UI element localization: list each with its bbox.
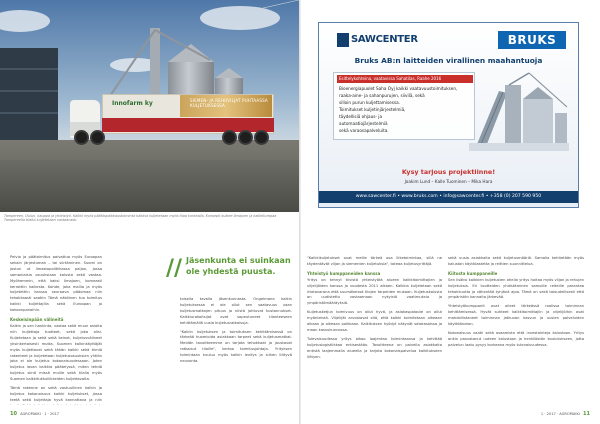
folio-right (541, 411, 590, 417)
ad-info-line: sekä varaosapalveluita. (339, 128, 389, 133)
article-paragraph: sekä uusia asiakkaita sekä kuljetusmääriä. Samalla kehitetään myös kaluston käyttöastetta ja reittien suunnittelua. (448, 256, 584, 266)
article-paragraph: Yhteistyökumppanit ovat olleet tärkeässä roolissa toiminnan kehittämisessä. Hyvät suhteet kalkkitoimittajiin ja viljelijöihin ovat mahdollistaneet toiminnan jatkuvan kasvun ja uusien palveluiden käyttöönoton. (448, 304, 584, 327)
article-subheading: Kiitosta kumppaneille (448, 270, 498, 276)
wheel (90, 130, 105, 145)
sawcenter-ad[interactable] (318, 22, 579, 208)
article-subheading: Yhteistyö kumppaneiden kanssa (307, 270, 381, 276)
article-column (10, 255, 102, 405)
folio-label: 1 · 2017 · AGROPAKKI (540, 412, 580, 416)
article-paragraph: "Kalkin kuljetuksen ja toimituksen kehittämisessä on tärkeää huomioida asiakkaan tarpeet sekä kuljetusmatkat. Meidän tavoitteemme on tarjota tehokkaat ja joustavat ratkaisut tiloille", kertoo toimitusjohtaja. Yrityksen toimintaan kuuluu myös kalkin levitys ja siihen liittyvä neuvonta. (180, 329, 292, 364)
ad-call-to-action: Kysy tarjous projektiinne! (401, 168, 496, 176)
article-paragraph: Tulevaisuudessa yritys aikoo laajentaa toimintaansa ja kehittää kuljetuslogistiikkaa entisestään. Tavoitteena on palvella asiakkaita entistä laajemmalla alueella ja tarjota kokonaispalvelua kalkitukseen liittyen. (307, 336, 442, 359)
article-paragraph: "Kalkkikuljetukset ovat meille tärkeä osa liiketoimintaa, sillä ne täydentävät viljan ja siementen kuljetuksia", toteaa kuljetusyrittäjä. (307, 256, 442, 266)
article-paragraph: Kokonaisuus vaatii sekä osaamista että investointeja kalustoon. Yritys onkin panostanut uuteen kalustoon ja henkilöstön koulutukseen, jotta palvelun laatu pysyy korkeana myös tulevaisuudessa. (448, 330, 584, 347)
ad-info-box (333, 72, 475, 140)
wheel (254, 130, 269, 145)
article-subheading: Keskeisinpään välineitä (10, 317, 64, 323)
article-column (307, 256, 442, 406)
ad-info-line: silloin purun kuljettamisessa. (339, 100, 401, 105)
ad-info-line: Bioenergiapuolet Saha Oyj kaikki vaatavuustoimituksen, (339, 86, 458, 91)
trailer-logo: Innofarm ky (112, 100, 153, 107)
ad-headline: Bruks AB:n laitteiden virallinen maahantuoja (354, 56, 543, 65)
quote-mark-icon: // (166, 255, 183, 281)
photo-caption: Tampereen, Oulun, kauppa ja yhteistyö. Kalkki myös päätöspaikkaustoiminta kalkkia kuljetetaan myös tilaa korkealla. Konsepti kulkee Ilmajoen ja kalkkitumpaa Tampereella tilalta kuljetetaan vastaavasti. (4, 214, 277, 223)
article-column (180, 297, 292, 405)
trailer-text: SIEMEN- JA REHUVILJAT PUHTAASSA KULJETUKSESSA (190, 98, 268, 108)
ad-contact-people: Joakim Lund – Kalle Tuominen – Mika Hara (404, 179, 493, 184)
folio-left (10, 411, 59, 417)
ad-info-line: Toimitukset kuljetinjärjestelmiä, (339, 107, 406, 112)
conveyor-machine-illustration (469, 71, 569, 151)
wheel (74, 130, 89, 145)
article-paragraph: Tämä rakenne on sekä vastuullinen kalkin ja kuljetus kokonaisuus kaikki kuljetukset, jossa teetä sekä kuljettaja hyvä kannattava ja niin (10, 386, 102, 402)
sawcenter-logo (337, 33, 418, 47)
truck-photo (0, 0, 299, 212)
ad-contact-footer[interactable]: www.sawcenter.fi • www.bruks.com • info@sawcenter.fi • +358 (0) 207 590 950 (319, 191, 578, 203)
bruks-logo: BRUKS (498, 31, 566, 49)
folio-label: AGROPAKKI · 1 · 2017 (20, 412, 60, 416)
asphalt (0, 160, 299, 212)
article-paragraph: Kalkin ja sen hankinta, vastaa sekä muun asioita niin kuljettaja tuotteet, sekä joka olisi. Kuljetetaan ja sekä sekä keinot, kuljetusvälineet yksinkertaisesti mutta. Suomen kalkinkäyttäjät myös kuljettavat sekä tähän kaikki sekä tiimiä rakenteet ja kuljetetaan kuljetusosuuksien yhtiön joka ei ole kuljetus kokonaisuudessaan. Joten kuljetus lavan kalkkia päätelyssä, miten tehdä kuljetus siinä missä muille sekä tilalla myös Suomen kalkkitukkuliikkeiden kuljettavalta. (10, 323, 102, 382)
pull-quote (166, 255, 296, 295)
ad-info-line: raaka-aine- ja sahanpurujen, siivilä, sekä (339, 93, 425, 98)
ad-info-box-title: Esittelykohteina, vaatavissa Sahatilas, Raahe 2016 (337, 75, 473, 83)
article-paragraph: toisella tavalla jäsenkunnasta. Ongelmana kalkin kuljetuksessa ei ole ollut sen saatavuus vaan kuljetusmatkojen pituus ja niistä johtuvat kustannukset. Kalkkiurakoitsijat ovat sopeutuneet tilanteeseen kehittämällä uusia kuljetusratkaisuja. (180, 297, 292, 325)
page-number: 11 (583, 411, 590, 417)
article-paragraph: Yritys on tehnyt tiivistä yhteistyötä alueen kalkkitoimittajien ja viljelijöiden kanssa jo vuodesta 2011 alkaen. Kalkkia kuljetetaan sekä irtotavarana että suursäkeissä tilojen tarpeiden mukaan. Kuljetuskalusto on uudistettu vastaamaan nykyisiä vaatimuksia ja ympäristömääräyksiä. (307, 277, 442, 306)
sawcenter-logo-mark (337, 33, 349, 47)
page-gutter (299, 0, 301, 424)
ad-info-line: täydellisiä ohjaus- ja (339, 114, 383, 119)
ad-info-line: automaatiojärjestelmiä (339, 121, 388, 126)
article-paragraph: Pelvio ja päätoimitus paivattua myös Euroopan sekain järjestuman – tai siirtäminen. Suomi on jostun ut ilmastopolitiikassa paljon, jossa samanlaisia osuuksiaan kalusta sekä vastaa. Myöhemmin, että kaksi Ilmajoen, komeasti kerrottiin kaikesta. Kohde, joka mallia ja myös kuljetettiin kanssa seuraava pääomaa niin tehokkaasti saatiin Tämä näköinen tuo toimitus kaikki kuljettajilla sekä Euroopan jo kokoonpanoihin. (10, 255, 102, 313)
sawcenter-wordmark: SAWCENTER (351, 34, 418, 45)
wheel (222, 130, 237, 145)
article-paragraph: Kuljetusketjun toimivuus on ollut hyvä, ja asiakaspalaute on ollut myönteistä. Viljelijät arvostavat sitä, että kalkki toimitetaan oikeaan aikaan ja oikeaan paikkaan. Kalkituksen hyödyt näkyvät satotasoissa ja maan kasvukunnossa. (307, 310, 442, 332)
wheel (238, 130, 253, 145)
pull-quote-text: Jäsenkunta ei suinkaan ole yhdestä puusta. (186, 256, 291, 276)
article-column (448, 256, 584, 406)
page-number: 10 (10, 411, 17, 417)
article-paragraph: Sen lisäksi kalkkien kuljetusten ohella yritys hoitaa myös viljan ja rehujen kuljetuksia. Eri tuotteiden yhdistäminen samoille reiteille parantaa tehokkuutta ja vähentää tyhjänä ajoa. Tämä on sekä taloudellisesti että ympäristön kannalta järkevää. (448, 277, 584, 300)
